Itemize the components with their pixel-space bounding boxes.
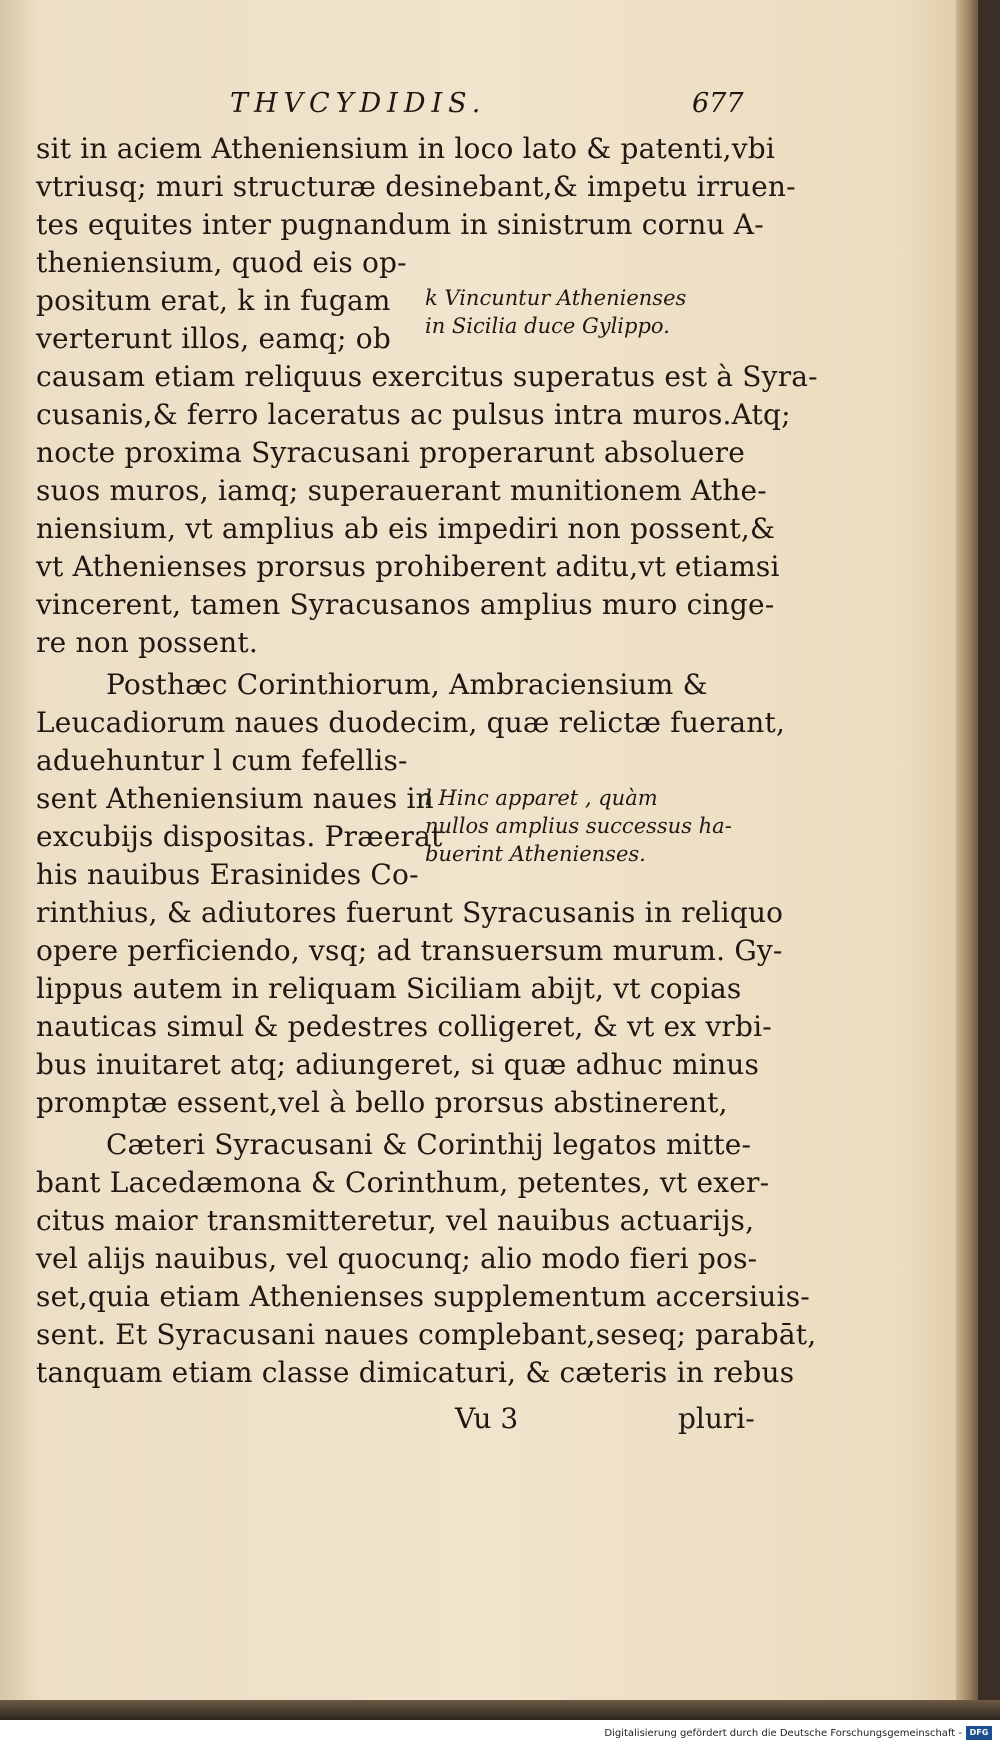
text-line: vel alijs nauibus, vel quocunq; alio modo fieri pos- [36, 1242, 758, 1275]
text-line: sit in aciem Atheniensium in loco lato & patenti,vbi [36, 132, 776, 165]
text-line: vtriusq; muri structuræ desinebant,& impetu irruen- [36, 170, 796, 203]
text-line: sent Atheniensium naues in [36, 782, 434, 815]
marginal-note: in Sicilia duce Gylippo. [425, 314, 670, 338]
text-line: niensium, vt amplius ab eis impediri non possent,& [36, 512, 776, 545]
text-line: Cæteri Syracusani & Corinthij legatos mitte- [106, 1128, 752, 1161]
text-line: cusanis,& ferro laceratus ac pulsus intra muros.Atq; [36, 398, 791, 431]
text-line: set,quia etiam Athenienses supplementum accersiuis- [36, 1280, 810, 1313]
text-line: tes equites inter pugnandum in sinistrum cornu A- [36, 208, 764, 241]
marginal-note: l Hinc apparet , quàm [425, 786, 658, 810]
text-line: bant Lacedæmona & Corinthum, petentes, vt exer- [36, 1166, 770, 1199]
book-edge [0, 1700, 1000, 1720]
text-line: aduehuntur l cum fefellis- [36, 744, 408, 777]
text-line: rinthius, & adiutores fuerunt Syracusanis in reliquo [36, 896, 784, 929]
text-line: suos muros, iamq; superauerant munitionem Athe- [36, 474, 767, 507]
marginal-note: buerint Athenienses. [425, 842, 646, 866]
text-line: Posthæc Corinthiorum, Ambraciensium & [106, 668, 708, 701]
text-line: lippus autem in reliquam Siciliam abijt, vt copias [36, 972, 742, 1005]
text-line: Leucadiorum naues duodecim, quæ relictæ fuerant, [36, 706, 786, 739]
text-line: tanquam etiam classe dimicaturi, & cæteris in rebus [36, 1356, 795, 1389]
footer-bar [0, 1720, 1000, 1749]
text-line: promptæ essent,vel à bello prorsus abstinerent, [36, 1086, 728, 1119]
text-line: his nauibus Erasinides Co- [36, 858, 419, 891]
text-line: vincerent, tamen Syracusanos amplius muro cinge- [36, 588, 775, 621]
text-line: bus inuitaret atq; adiungeret, si quæ adhuc minus [36, 1048, 760, 1081]
catchword: pluri- [678, 1402, 755, 1435]
text-line: nocte proxima Syracusani properarunt absoluere [36, 436, 745, 469]
signature-mark: Vu 3 [455, 1402, 519, 1435]
page-number: 677 [692, 88, 744, 119]
dfg-logo: DFG [966, 1726, 992, 1740]
text-line: positum erat, k in fugam [36, 284, 391, 317]
page-edge [956, 0, 978, 1720]
text-line: theniensium, quod eis op- [36, 246, 407, 279]
text-line: excubijs dispositas. Præerat [36, 820, 443, 853]
text-line: sent. Et Syracusani naues complebant,seseq; parabāt, [36, 1318, 817, 1351]
text-line: opere perficiendo, vsq; ad transuersum murum. Gy- [36, 934, 783, 967]
text-line: re non possent. [36, 626, 258, 659]
running-head: THVCYDIDIS. [230, 88, 487, 119]
text-line: verterunt illos, eamq; ob [36, 322, 391, 355]
marginal-note: k Vincuntur Athenienses [425, 286, 687, 310]
footer-credit: Digitalisierung gefördert durch die Deutsche Forschungsgemeinschaft - [604, 1728, 962, 1739]
text-line: citus maior transmitteretur, vel nauibus actuarijs, [36, 1204, 755, 1237]
marginal-note: nullos amplius successus ha- [425, 814, 732, 838]
text-line: nauticas simul & pedestres colligeret, & vt ex vrbi- [36, 1010, 772, 1043]
text-line: vt Athenienses prorsus prohiberent aditu,vt etiamsi [36, 550, 780, 583]
text-line: causam etiam reliquus exercitus superatus est à Syra- [36, 360, 818, 393]
